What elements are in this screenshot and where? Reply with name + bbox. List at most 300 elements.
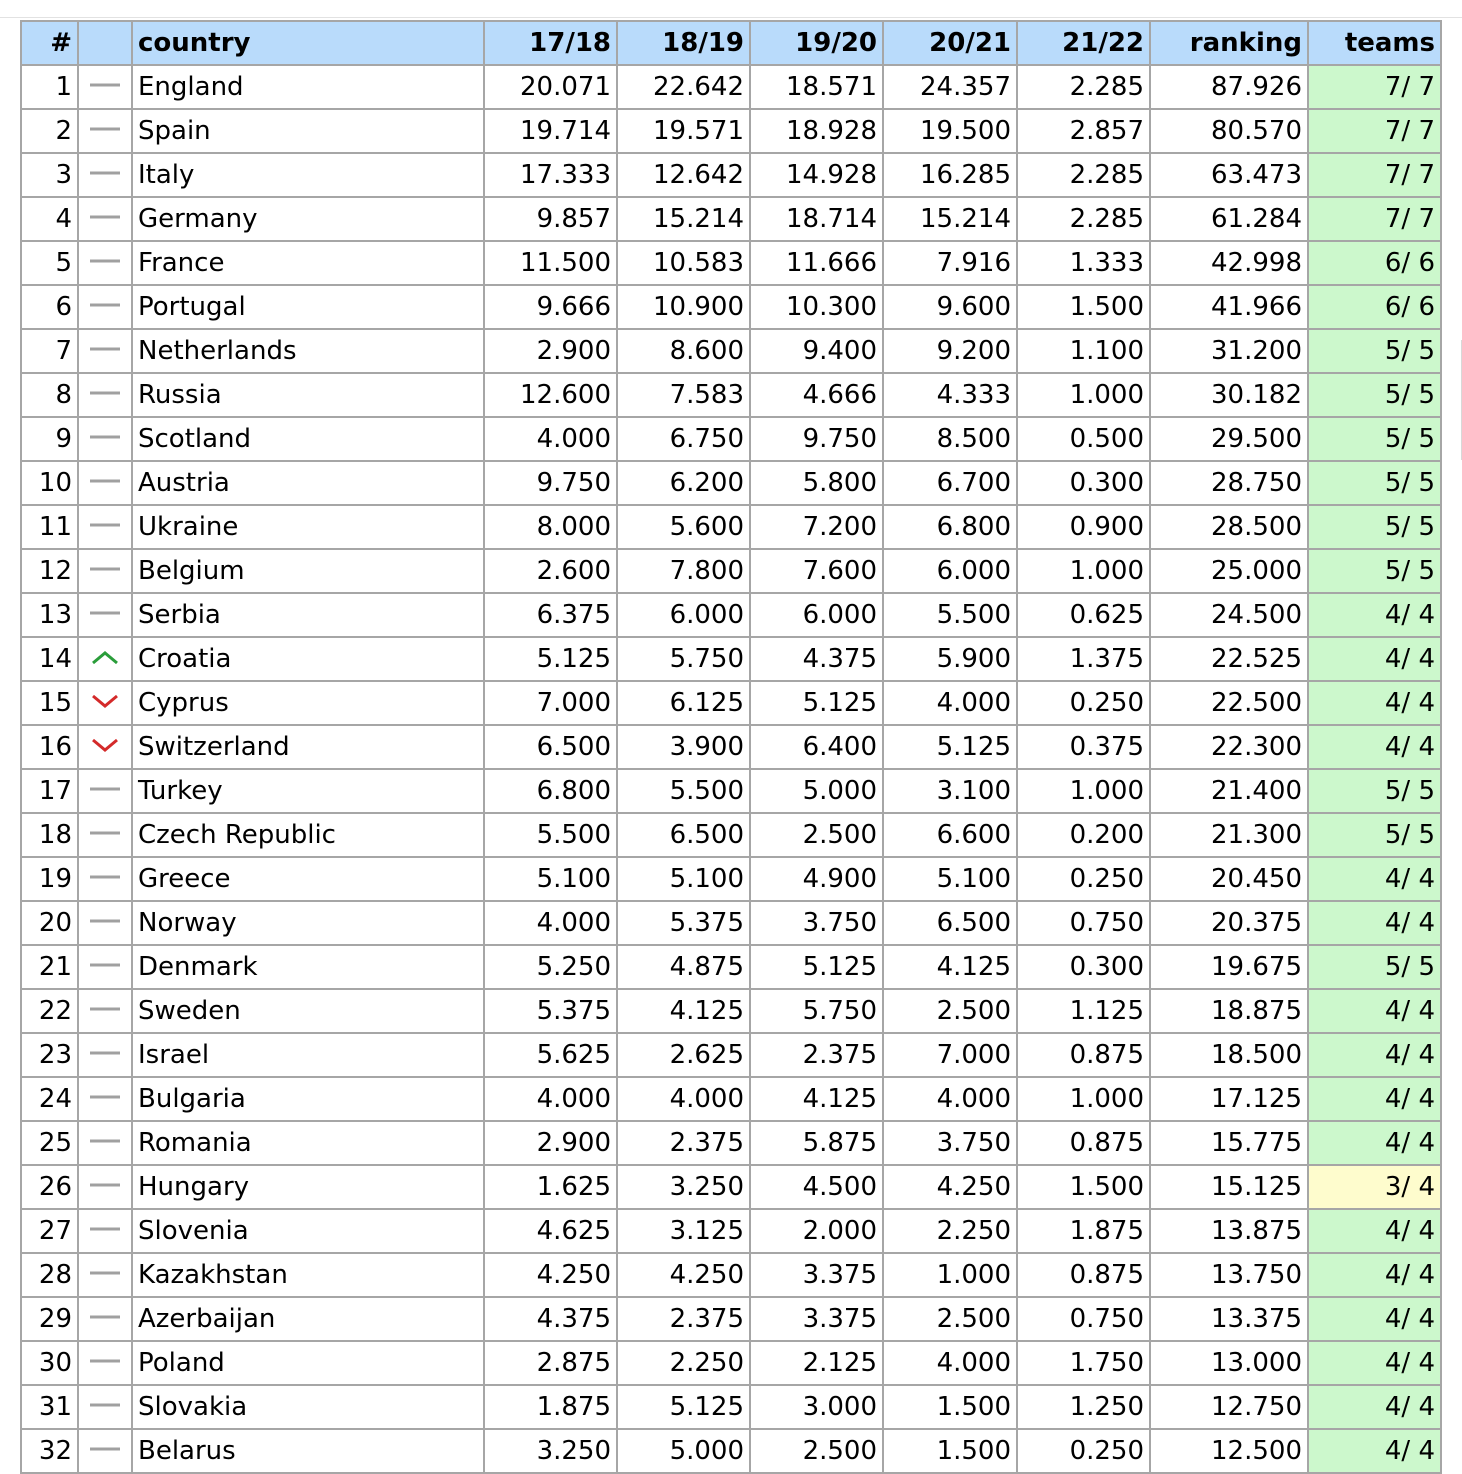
table-row[interactable] bbox=[21, 549, 1441, 593]
cell-country: Serbia bbox=[132, 593, 484, 637]
cell-21-22: 0.875 bbox=[1017, 1121, 1150, 1165]
cell-18-19: 12.642 bbox=[617, 153, 750, 197]
table-row[interactable] bbox=[21, 1341, 1441, 1385]
cell-19-20: 3.375 bbox=[750, 1297, 883, 1341]
cell-ranking: 13.875 bbox=[1150, 1209, 1308, 1253]
cell-17-18: 20.071 bbox=[484, 65, 617, 109]
cell-19-20: 9.400 bbox=[750, 329, 883, 373]
cell-17-18: 1.875 bbox=[484, 1385, 617, 1429]
cell-18-19: 4.875 bbox=[617, 945, 750, 989]
cell-17-18: 4.375 bbox=[484, 1297, 617, 1341]
cell-rank-number: 20 bbox=[21, 901, 78, 945]
table-row[interactable] bbox=[21, 681, 1441, 725]
cell-ranking: 80.570 bbox=[1150, 109, 1308, 153]
cell-rank-number: 2 bbox=[21, 109, 78, 153]
table-row[interactable] bbox=[21, 285, 1441, 329]
cell-18-19: 6.500 bbox=[617, 813, 750, 857]
table-row[interactable] bbox=[21, 593, 1441, 637]
cell-ranking: 28.500 bbox=[1150, 505, 1308, 549]
cell-trend bbox=[78, 1209, 132, 1253]
cell-20-21: 7.000 bbox=[883, 1033, 1017, 1077]
cell-teams: 4/ 4 bbox=[1308, 637, 1441, 681]
cell-17-18: 2.875 bbox=[484, 1341, 617, 1385]
cell-17-18: 2.600 bbox=[484, 549, 617, 593]
cell-17-18: 19.714 bbox=[484, 109, 617, 153]
cell-rank-number: 6 bbox=[21, 285, 78, 329]
dash-icon bbox=[89, 1167, 121, 1207]
cell-ranking: 61.284 bbox=[1150, 197, 1308, 241]
cell-19-20: 9.750 bbox=[750, 417, 883, 461]
dash-icon bbox=[89, 859, 121, 899]
cell-rank-number: 29 bbox=[21, 1297, 78, 1341]
table-row[interactable] bbox=[21, 505, 1441, 549]
cell-rank-number: 19 bbox=[21, 857, 78, 901]
cell-20-21: 4.000 bbox=[883, 1077, 1017, 1121]
cell-19-20: 10.300 bbox=[750, 285, 883, 329]
cell-21-22: 1.875 bbox=[1017, 1209, 1150, 1253]
table-row[interactable] bbox=[21, 901, 1441, 945]
cell-ranking: 87.926 bbox=[1150, 65, 1308, 109]
table-row[interactable] bbox=[21, 417, 1441, 461]
cell-teams: 4/ 4 bbox=[1308, 725, 1441, 769]
dash-icon bbox=[89, 243, 121, 283]
cell-20-21: 5.100 bbox=[883, 857, 1017, 901]
cell-country: Ukraine bbox=[132, 505, 484, 549]
cell-teams: 4/ 4 bbox=[1308, 1429, 1441, 1473]
cell-country: Romania bbox=[132, 1121, 484, 1165]
table-row[interactable] bbox=[21, 1297, 1441, 1341]
col-header-ranking[interactable]: ranking bbox=[1150, 21, 1308, 65]
cell-19-20: 2.500 bbox=[750, 1429, 883, 1473]
cell-teams: 5/ 5 bbox=[1308, 461, 1441, 505]
dash-icon bbox=[89, 419, 121, 459]
cell-18-19: 5.375 bbox=[617, 901, 750, 945]
cell-19-20: 2.500 bbox=[750, 813, 883, 857]
col-header-17-18[interactable]: 17/18 bbox=[484, 21, 617, 65]
cell-teams: 4/ 4 bbox=[1308, 1385, 1441, 1429]
cell-18-19: 8.600 bbox=[617, 329, 750, 373]
table-row[interactable] bbox=[21, 329, 1441, 373]
cell-19-20: 14.928 bbox=[750, 153, 883, 197]
chevron-down-icon bbox=[90, 683, 120, 723]
table-row[interactable] bbox=[21, 153, 1441, 197]
cell-19-20: 4.125 bbox=[750, 1077, 883, 1121]
cell-18-19: 4.000 bbox=[617, 1077, 750, 1121]
col-header-country[interactable]: country bbox=[132, 21, 484, 65]
cell-trend bbox=[78, 769, 132, 813]
cell-17-18: 4.000 bbox=[484, 1077, 617, 1121]
chevron-up-icon bbox=[90, 639, 120, 679]
table-row[interactable] bbox=[21, 813, 1441, 857]
cell-ranking: 17.125 bbox=[1150, 1077, 1308, 1121]
cell-ranking: 22.300 bbox=[1150, 725, 1308, 769]
cell-teams: 4/ 4 bbox=[1308, 857, 1441, 901]
cell-17-18: 9.857 bbox=[484, 197, 617, 241]
cell-18-19: 6.125 bbox=[617, 681, 750, 725]
cell-21-22: 0.750 bbox=[1017, 901, 1150, 945]
cell-18-19: 6.200 bbox=[617, 461, 750, 505]
cell-19-20: 4.500 bbox=[750, 1165, 883, 1209]
cell-trend bbox=[78, 461, 132, 505]
cell-18-19: 5.125 bbox=[617, 1385, 750, 1429]
cell-21-22: 0.625 bbox=[1017, 593, 1150, 637]
cell-ranking: 12.750 bbox=[1150, 1385, 1308, 1429]
cell-20-21: 19.500 bbox=[883, 109, 1017, 153]
cell-country: Croatia bbox=[132, 637, 484, 681]
cell-teams: 4/ 4 bbox=[1308, 1253, 1441, 1297]
cell-21-22: 1.333 bbox=[1017, 241, 1150, 285]
cell-teams: 6/ 6 bbox=[1308, 285, 1441, 329]
cell-country: Italy bbox=[132, 153, 484, 197]
cell-21-22: 1.750 bbox=[1017, 1341, 1150, 1385]
cell-trend bbox=[78, 1077, 132, 1121]
cell-20-21: 6.700 bbox=[883, 461, 1017, 505]
dash-icon bbox=[89, 507, 121, 547]
cell-ranking: 31.200 bbox=[1150, 329, 1308, 373]
cell-ranking: 12.500 bbox=[1150, 1429, 1308, 1473]
cell-ranking: 41.966 bbox=[1150, 285, 1308, 329]
cell-19-20: 18.928 bbox=[750, 109, 883, 153]
cell-rank-number: 16 bbox=[21, 725, 78, 769]
table-row[interactable] bbox=[21, 373, 1441, 417]
cell-trend bbox=[78, 549, 132, 593]
cell-rank-number: 13 bbox=[21, 593, 78, 637]
cell-20-21: 9.200 bbox=[883, 329, 1017, 373]
cell-19-20: 2.375 bbox=[750, 1033, 883, 1077]
cell-teams: 4/ 4 bbox=[1308, 1077, 1441, 1121]
cell-teams: 5/ 5 bbox=[1308, 769, 1441, 813]
country-ranking-table bbox=[20, 20, 1442, 1474]
cell-21-22: 1.500 bbox=[1017, 1165, 1150, 1209]
cell-trend bbox=[78, 989, 132, 1033]
cell-18-19: 5.000 bbox=[617, 1429, 750, 1473]
col-header-19-20[interactable]: 19/20 bbox=[750, 21, 883, 65]
cell-21-22: 0.200 bbox=[1017, 813, 1150, 857]
cell-17-18: 2.900 bbox=[484, 329, 617, 373]
cell-teams: 4/ 4 bbox=[1308, 681, 1441, 725]
cell-country: Scotland bbox=[132, 417, 484, 461]
cell-trend bbox=[78, 637, 132, 681]
table-row[interactable] bbox=[21, 1077, 1441, 1121]
cell-20-21: 5.125 bbox=[883, 725, 1017, 769]
cell-teams: 6/ 6 bbox=[1308, 241, 1441, 285]
cell-ranking: 20.450 bbox=[1150, 857, 1308, 901]
cell-17-18: 5.125 bbox=[484, 637, 617, 681]
cell-teams: 7/ 7 bbox=[1308, 153, 1441, 197]
cell-teams: 5/ 5 bbox=[1308, 945, 1441, 989]
dash-icon bbox=[89, 815, 121, 855]
cell-rank-number: 11 bbox=[21, 505, 78, 549]
cell-17-18: 5.375 bbox=[484, 989, 617, 1033]
cell-rank-number: 4 bbox=[21, 197, 78, 241]
cell-trend bbox=[78, 1297, 132, 1341]
cell-country: Netherlands bbox=[132, 329, 484, 373]
cell-17-18: 5.500 bbox=[484, 813, 617, 857]
cell-ranking: 19.675 bbox=[1150, 945, 1308, 989]
table-row[interactable] bbox=[21, 197, 1441, 241]
dash-icon bbox=[89, 947, 121, 987]
cell-teams: 5/ 5 bbox=[1308, 329, 1441, 373]
col-header-trend bbox=[78, 21, 132, 65]
table-row[interactable] bbox=[21, 1209, 1441, 1253]
cell-19-20: 18.714 bbox=[750, 197, 883, 241]
table-header bbox=[21, 21, 1441, 65]
cell-trend bbox=[78, 725, 132, 769]
cell-ranking: 28.750 bbox=[1150, 461, 1308, 505]
cell-17-18: 8.000 bbox=[484, 505, 617, 549]
cell-20-21: 4.250 bbox=[883, 1165, 1017, 1209]
cell-21-22: 1.250 bbox=[1017, 1385, 1150, 1429]
cell-18-19: 7.583 bbox=[617, 373, 750, 417]
cell-20-21: 4.000 bbox=[883, 1341, 1017, 1385]
cell-18-19: 6.750 bbox=[617, 417, 750, 461]
cell-20-21: 2.500 bbox=[883, 1297, 1017, 1341]
dash-icon bbox=[89, 1035, 121, 1075]
cell-country: Switzerland bbox=[132, 725, 484, 769]
table-row[interactable] bbox=[21, 989, 1441, 1033]
cell-21-22: 1.000 bbox=[1017, 1077, 1150, 1121]
dash-icon bbox=[89, 771, 121, 811]
cell-rank-number: 28 bbox=[21, 1253, 78, 1297]
cell-ranking: 13.750 bbox=[1150, 1253, 1308, 1297]
cell-teams: 4/ 4 bbox=[1308, 1297, 1441, 1341]
table-row[interactable] bbox=[21, 65, 1441, 109]
cell-trend bbox=[78, 1165, 132, 1209]
cell-21-22: 2.285 bbox=[1017, 65, 1150, 109]
cell-20-21: 1.000 bbox=[883, 1253, 1017, 1297]
cell-ranking: 42.998 bbox=[1150, 241, 1308, 285]
cell-trend bbox=[78, 329, 132, 373]
cell-18-19: 3.250 bbox=[617, 1165, 750, 1209]
cell-17-18: 2.900 bbox=[484, 1121, 617, 1165]
cell-21-22: 0.375 bbox=[1017, 725, 1150, 769]
table-row[interactable] bbox=[21, 857, 1441, 901]
cell-18-19: 4.125 bbox=[617, 989, 750, 1033]
cell-19-20: 7.200 bbox=[750, 505, 883, 549]
cell-20-21: 4.000 bbox=[883, 681, 1017, 725]
cell-trend bbox=[78, 109, 132, 153]
table-row[interactable] bbox=[21, 1033, 1441, 1077]
cell-trend bbox=[78, 1429, 132, 1473]
cell-country: England bbox=[132, 65, 484, 109]
cell-ranking: 15.775 bbox=[1150, 1121, 1308, 1165]
cell-17-18: 5.250 bbox=[484, 945, 617, 989]
cell-rank-number: 18 bbox=[21, 813, 78, 857]
col-header-20-21[interactable]: 20/21 bbox=[883, 21, 1017, 65]
table-row[interactable] bbox=[21, 109, 1441, 153]
cell-19-20: 7.600 bbox=[750, 549, 883, 593]
cell-teams: 5/ 5 bbox=[1308, 549, 1441, 593]
dash-icon bbox=[89, 1387, 121, 1427]
cell-19-20: 5.800 bbox=[750, 461, 883, 505]
cell-18-19: 10.583 bbox=[617, 241, 750, 285]
cell-country: France bbox=[132, 241, 484, 285]
table-row[interactable] bbox=[21, 1253, 1441, 1297]
cell-country: Portugal bbox=[132, 285, 484, 329]
cell-21-22: 0.250 bbox=[1017, 857, 1150, 901]
cell-21-22: 0.300 bbox=[1017, 461, 1150, 505]
table-row[interactable] bbox=[21, 637, 1441, 681]
dash-icon bbox=[89, 67, 121, 107]
cell-18-19: 3.125 bbox=[617, 1209, 750, 1253]
cell-trend bbox=[78, 285, 132, 329]
cell-country: Slovakia bbox=[132, 1385, 484, 1429]
cell-rank-number: 3 bbox=[21, 153, 78, 197]
cell-20-21: 2.250 bbox=[883, 1209, 1017, 1253]
cell-20-21: 6.800 bbox=[883, 505, 1017, 549]
cell-ranking: 24.500 bbox=[1150, 593, 1308, 637]
table-row[interactable] bbox=[21, 1121, 1441, 1165]
cell-17-18: 17.333 bbox=[484, 153, 617, 197]
cell-19-20: 4.666 bbox=[750, 373, 883, 417]
cell-rank-number: 10 bbox=[21, 461, 78, 505]
chevron-down-icon bbox=[90, 727, 120, 767]
cell-ranking: 21.400 bbox=[1150, 769, 1308, 813]
cell-rank-number: 21 bbox=[21, 945, 78, 989]
table-body bbox=[21, 65, 1441, 1473]
cell-21-22: 0.250 bbox=[1017, 681, 1150, 725]
cell-18-19: 15.214 bbox=[617, 197, 750, 241]
cell-21-22: 0.750 bbox=[1017, 1297, 1150, 1341]
cell-20-21: 24.357 bbox=[883, 65, 1017, 109]
cell-rank-number: 22 bbox=[21, 989, 78, 1033]
col-header-number[interactable]: # bbox=[21, 21, 78, 65]
table-row[interactable] bbox=[21, 461, 1441, 505]
cell-teams: 3/ 4 bbox=[1308, 1165, 1441, 1209]
cell-teams: 4/ 4 bbox=[1308, 989, 1441, 1033]
cell-trend bbox=[78, 813, 132, 857]
cell-19-20: 5.125 bbox=[750, 945, 883, 989]
cell-country: Bulgaria bbox=[132, 1077, 484, 1121]
cell-21-22: 0.250 bbox=[1017, 1429, 1150, 1473]
cell-ranking: 13.000 bbox=[1150, 1341, 1308, 1385]
cell-teams: 5/ 5 bbox=[1308, 813, 1441, 857]
cell-19-20: 3.375 bbox=[750, 1253, 883, 1297]
col-header-18-19[interactable]: 18/19 bbox=[617, 21, 750, 65]
dash-icon bbox=[89, 1079, 121, 1119]
cell-18-19: 6.000 bbox=[617, 593, 750, 637]
cell-21-22: 0.875 bbox=[1017, 1033, 1150, 1077]
cell-20-21: 3.750 bbox=[883, 1121, 1017, 1165]
cell-19-20: 5.125 bbox=[750, 681, 883, 725]
cell-19-20: 4.900 bbox=[750, 857, 883, 901]
cell-21-22: 2.285 bbox=[1017, 153, 1150, 197]
cell-20-21: 15.214 bbox=[883, 197, 1017, 241]
cell-teams: 4/ 4 bbox=[1308, 1121, 1441, 1165]
cell-country: Hungary bbox=[132, 1165, 484, 1209]
cell-ranking: 63.473 bbox=[1150, 153, 1308, 197]
cell-20-21: 8.500 bbox=[883, 417, 1017, 461]
cell-17-18: 5.625 bbox=[484, 1033, 617, 1077]
table-row[interactable] bbox=[21, 241, 1441, 285]
cell-20-21: 4.125 bbox=[883, 945, 1017, 989]
cell-country: Greece bbox=[132, 857, 484, 901]
cell-country: Belgium bbox=[132, 549, 484, 593]
cell-20-21: 1.500 bbox=[883, 1429, 1017, 1473]
cell-19-20: 3.000 bbox=[750, 1385, 883, 1429]
cell-17-18: 7.000 bbox=[484, 681, 617, 725]
col-header-teams[interactable]: teams bbox=[1308, 21, 1441, 65]
dash-icon bbox=[89, 903, 121, 943]
cell-21-22: 2.857 bbox=[1017, 109, 1150, 153]
cell-20-21: 6.000 bbox=[883, 549, 1017, 593]
table-row[interactable] bbox=[21, 725, 1441, 769]
cell-trend bbox=[78, 241, 132, 285]
table-row[interactable] bbox=[21, 1165, 1441, 1209]
cell-19-20: 18.571 bbox=[750, 65, 883, 109]
cell-ranking: 25.000 bbox=[1150, 549, 1308, 593]
cell-19-20: 11.666 bbox=[750, 241, 883, 285]
table-row[interactable] bbox=[21, 1385, 1441, 1429]
col-header-21-22[interactable]: 21/22 bbox=[1017, 21, 1150, 65]
cell-18-19: 2.375 bbox=[617, 1297, 750, 1341]
cell-teams: 4/ 4 bbox=[1308, 1341, 1441, 1385]
dash-icon bbox=[89, 1299, 121, 1339]
cell-17-18: 6.800 bbox=[484, 769, 617, 813]
cell-country: Turkey bbox=[132, 769, 484, 813]
cell-trend bbox=[78, 1385, 132, 1429]
cell-trend bbox=[78, 1341, 132, 1385]
cell-trend bbox=[78, 197, 132, 241]
dash-icon bbox=[89, 331, 121, 371]
cell-ranking: 22.500 bbox=[1150, 681, 1308, 725]
cell-18-19: 5.100 bbox=[617, 857, 750, 901]
dash-icon bbox=[89, 1211, 121, 1251]
cell-17-18: 4.000 bbox=[484, 901, 617, 945]
cell-teams: 7/ 7 bbox=[1308, 197, 1441, 241]
cell-rank-number: 5 bbox=[21, 241, 78, 285]
cell-country: Poland bbox=[132, 1341, 484, 1385]
table-row[interactable] bbox=[21, 1429, 1441, 1473]
dash-icon bbox=[89, 287, 121, 327]
cell-trend bbox=[78, 1253, 132, 1297]
cell-19-20: 3.750 bbox=[750, 901, 883, 945]
cell-19-20: 5.750 bbox=[750, 989, 883, 1033]
cell-teams: 4/ 4 bbox=[1308, 593, 1441, 637]
cell-country: Norway bbox=[132, 901, 484, 945]
cell-20-21: 2.500 bbox=[883, 989, 1017, 1033]
cell-rank-number: 25 bbox=[21, 1121, 78, 1165]
cell-19-20: 2.125 bbox=[750, 1341, 883, 1385]
table-row[interactable] bbox=[21, 769, 1441, 813]
cell-17-18: 9.750 bbox=[484, 461, 617, 505]
cell-country: Germany bbox=[132, 197, 484, 241]
cell-country: Cyprus bbox=[132, 681, 484, 725]
cell-country: Azerbaijan bbox=[132, 1297, 484, 1341]
cell-18-19: 10.900 bbox=[617, 285, 750, 329]
cell-20-21: 3.100 bbox=[883, 769, 1017, 813]
cell-trend bbox=[78, 593, 132, 637]
cell-trend bbox=[78, 857, 132, 901]
cell-20-21: 5.500 bbox=[883, 593, 1017, 637]
cell-ranking: 15.125 bbox=[1150, 1165, 1308, 1209]
cell-21-22: 1.375 bbox=[1017, 637, 1150, 681]
cell-18-19: 4.250 bbox=[617, 1253, 750, 1297]
cell-21-22: 0.300 bbox=[1017, 945, 1150, 989]
cell-rank-number: 27 bbox=[21, 1209, 78, 1253]
dash-icon bbox=[89, 595, 121, 635]
cell-rank-number: 30 bbox=[21, 1341, 78, 1385]
dash-icon bbox=[89, 551, 121, 591]
table-row[interactable] bbox=[21, 945, 1441, 989]
dash-icon bbox=[89, 1431, 121, 1471]
cell-trend bbox=[78, 505, 132, 549]
cell-20-21: 5.900 bbox=[883, 637, 1017, 681]
cell-19-20: 6.000 bbox=[750, 593, 883, 637]
cell-teams: 5/ 5 bbox=[1308, 505, 1441, 549]
cell-country: Spain bbox=[132, 109, 484, 153]
cell-17-18: 4.000 bbox=[484, 417, 617, 461]
